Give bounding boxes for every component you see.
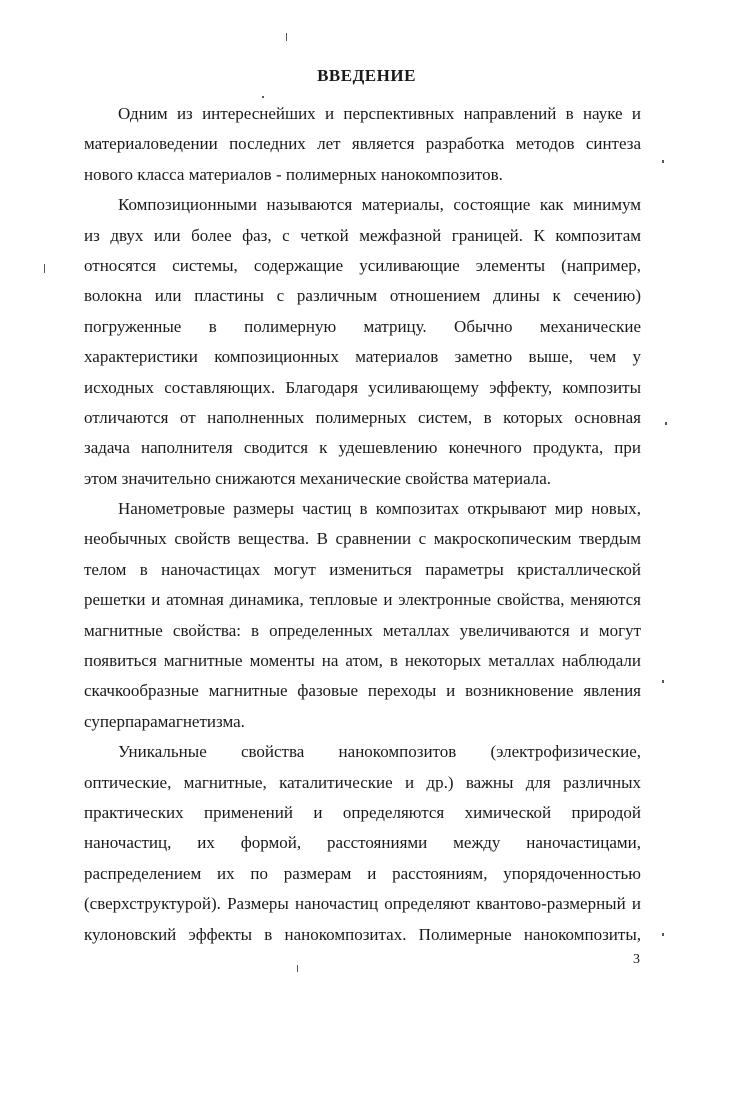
text-line: необычных свойств вещества. В сравнении с макроскопическим твердым [84,529,641,549]
text-line: Нанометровые размеры частиц в композитах открывают мир новых, [118,499,641,519]
page-number: 3 [633,952,640,967]
text-line: материаловедении последних лет является разработка методов синтеза [84,134,641,154]
text-line: Уникальные свойства нанокомпозитов (электрофизические, [118,742,641,762]
text-line: наночастиц, их формой, расстояниями между наночастицами, [84,833,641,853]
text-line: появиться магнитные моменты на атом, в некоторых металлах наблюдали [84,651,641,671]
scan-speck [286,33,287,41]
text-line: кулоновский эффекты в нанокомпозитах. Полимерные нанокомпозиты, [84,924,641,944]
text-line: магнитные свойства: в определенных металлах увеличиваются и могут [84,620,641,640]
text-line: практических применений и определяются химической природой [84,802,641,822]
text-line: задача наполнителя сводится к удешевлению конечного продукта, при [84,438,641,458]
text-line: Композиционными называются материалы, состоящие как минимум [118,195,641,215]
text-line: погруженные в полимерную матрицу. Обычно механические [84,316,641,336]
scan-speck [262,96,264,98]
text-line: решетки и атомная динамика, тепловые и электронные свойства, меняются [84,590,641,610]
text-line: Одним из интереснейших и перспективных направлений в науке и [118,104,641,123]
text-line: этом значительно снижаются механические свойства материала. [84,468,552,488]
text-line: телом в наночастицах могут измениться параметры кристаллической [84,559,641,579]
text-line: нового класса материалов - полимерных нанокомпозитов. [84,164,503,184]
text-line: исходных составляющих. Благодаря усиливающему эффекту, композиты [84,377,641,397]
text-line: относятся системы, содержащие усиливающие элементы (например, [84,255,641,275]
scan-speck [662,680,664,683]
section-heading: ВВЕДЕНИЕ [317,66,416,85]
text-line: оптические, магнитные, каталитические и др.) важны для различных [84,772,641,792]
scan-speck [662,160,664,163]
paragraph-2 [84,190,641,494]
text-line: распределением их по размерам и расстояниям, упорядоченностью [84,863,641,883]
paragraph-4 [84,737,641,950]
scan-speck [297,965,298,972]
document-body [84,99,641,950]
text-line: волокна или пластины с различным отношением длины к сечению) [84,286,641,306]
scan-speck [662,933,664,936]
paragraph-3 [84,494,641,737]
text-line: скачкообразные магнитные фазовые переходы и возникновение явления [84,681,641,701]
text-line: суперпарамагнетизма. [84,711,245,731]
scan-speck [665,422,667,425]
text-line: характеристики композиционных материалов заметно выше, чем у [84,347,641,367]
text-line: из двух или более фаз, с четкой межфазной границей. К композитам [84,225,641,245]
scan-speck [44,264,45,273]
text-line: (сверхструктурой). Размеры наночастиц определяют квантово-размерный и [84,894,641,914]
text-line: отличаются от наполненных полимерных систем, в которых основная [84,407,641,427]
paragraph-1 [84,99,641,190]
